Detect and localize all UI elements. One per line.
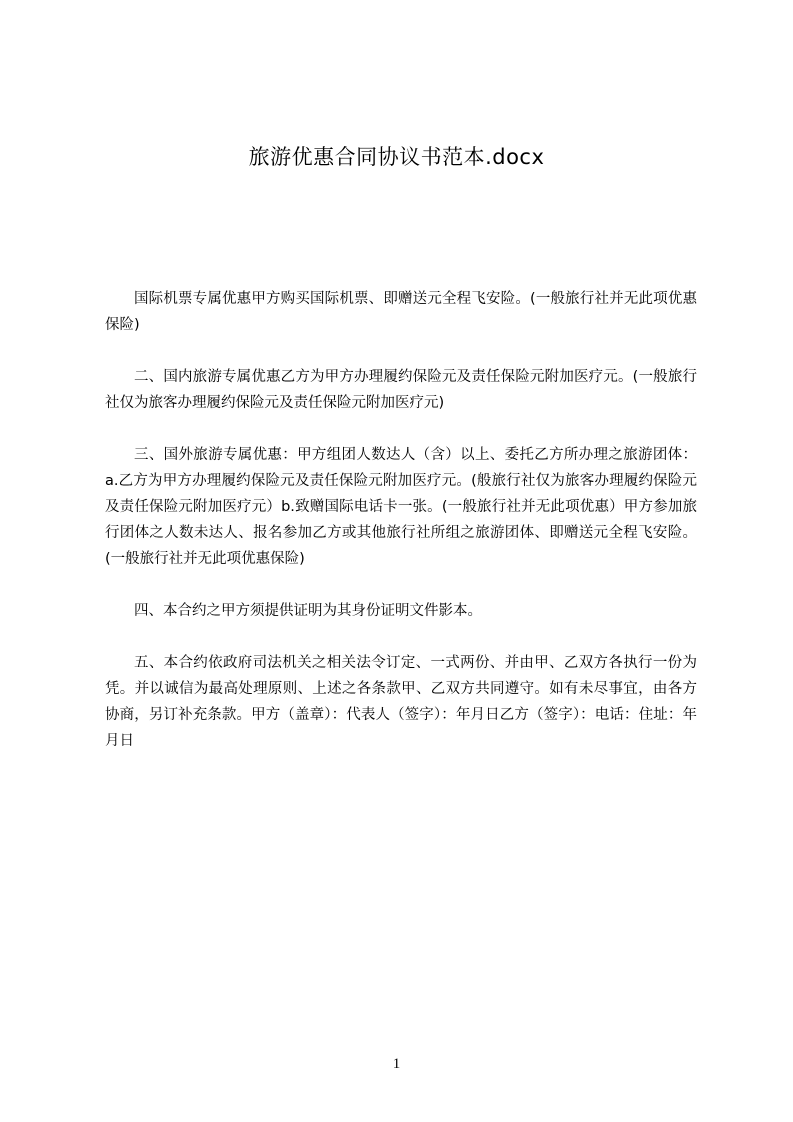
paragraph-foreign-travel: 三、国外旅游专属优惠：甲方组团人数达人（含）以上、委托乙方所办理之旅游团体：a.乙方为甲方办理履约保险元及责任保险元附加医疗元。(般旅行社仅为旅客办理履约保险元及责任保险元附加医疗元）b.致赠国际电话卡一张。(一般旅行社并无此项优惠）甲方参加旅行团体之人数未达人、报名参加乙方或其他旅行社所组之旅游团体、即赠送元全程飞安险。(一般旅行社并无此项优惠保险) (105, 447, 697, 567)
document-title: 旅游优惠合同协议书范本.docx (248, 145, 545, 169)
paragraph-international-flight: 国际机票专属优惠甲方购买国际机票、即赠送元全程飞安险。(一般旅行社并无此项优惠保险) (105, 291, 697, 333)
page-number: 1 (392, 1056, 401, 1072)
document-body (105, 286, 697, 780)
paragraph-contract-terms: 五、本合约依政府司法机关之相关法令订定、一式两份、并由甲、乙双方各执行一份为凭。并以诚信为最高处理原则、上述之各条款甲、乙双方共同遵守。如有未尽事宜，由各方协商，另订补充条款。甲方（盖章）：代表人（签字）：年月日乙方（签字）：电话：住址：年月日 (105, 655, 697, 749)
paragraph-identity-proof: 四、本合约之甲方须提供证明为其身份证明文件影本。 (134, 603, 482, 619)
paragraph-domestic-travel: 二、国内旅游专属优惠乙方为甲方办理履约保险元及责任保险元附加医疗元。(一般旅行社仅为旅客办理履约保险元及责任保险元附加医疗元) (105, 369, 697, 411)
